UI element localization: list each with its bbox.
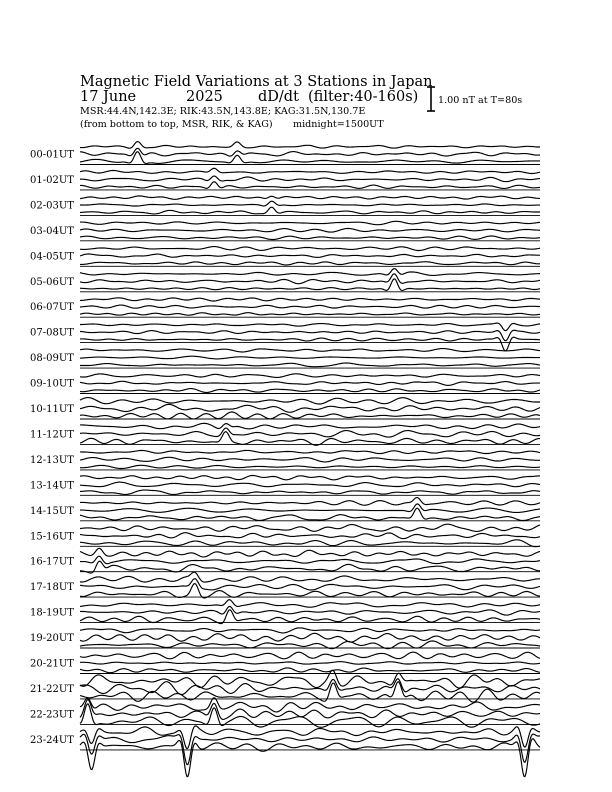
- trace-msr: [80, 374, 540, 378]
- chart-quantity: dD/dt: [258, 89, 299, 105]
- hour-row: [30, 726, 540, 777]
- row-label: 01-02UT: [30, 174, 74, 186]
- row-label: 20-21UT: [30, 658, 74, 670]
- trace-kag: [80, 313, 540, 316]
- trace-msr: [80, 168, 540, 173]
- trace-msr: [80, 476, 540, 480]
- trace-msr: [80, 450, 540, 453]
- hour-row: [30, 524, 540, 547]
- hour-row: [30, 572, 540, 598]
- trace-msr: [80, 572, 540, 582]
- trace-rik: [80, 662, 540, 665]
- trace-msr: [80, 670, 540, 688]
- row-label: 03-04UT: [30, 225, 74, 237]
- hour-row: [30, 652, 540, 673]
- trace-rik: [80, 228, 540, 232]
- trace-msr: [80, 548, 540, 557]
- trace-kag: [80, 207, 540, 214]
- row-label: 06-07UT: [30, 302, 74, 314]
- row-label: 12-13UT: [30, 454, 74, 466]
- row-label: 19-20UT: [30, 633, 74, 644]
- trace-msr: [80, 298, 540, 301]
- chart-header: [80, 74, 433, 130]
- trace-rik: [80, 381, 540, 385]
- trace-kag: [80, 182, 540, 189]
- hour-row: [30, 628, 540, 649]
- trace-kag: [80, 540, 540, 547]
- trace-rik: [80, 356, 540, 359]
- trace-msr: [80, 221, 540, 224]
- row-label: 11-12UT: [30, 429, 74, 441]
- hour-row: [30, 221, 540, 241]
- trace-msr: [80, 196, 540, 199]
- trace-rik: [80, 305, 540, 308]
- trace-kag: [80, 490, 540, 494]
- trace-rik: [80, 176, 540, 182]
- hour-row: [30, 423, 540, 445]
- hour-row: [30, 298, 540, 317]
- chart-order-line: (from bottom to top, MSR, RIK, & KAG): [80, 119, 273, 130]
- trace-rik: [80, 404, 540, 412]
- trace-rik: [80, 201, 540, 206]
- hour-rows: [30, 142, 540, 777]
- trace-msr: [80, 726, 540, 749]
- row-label: 23-24UT: [30, 734, 74, 746]
- trace-kag: [80, 465, 540, 468]
- trace-rik: [80, 533, 540, 539]
- trace-rik: [80, 482, 540, 487]
- scale-indicator: [427, 87, 522, 111]
- trace-rik: [80, 579, 540, 590]
- trace-rik: [80, 734, 540, 765]
- hour-row: [30, 269, 540, 292]
- trace-kag: [80, 641, 540, 649]
- hour-row: [30, 450, 540, 470]
- trace-msr: [80, 323, 540, 331]
- trace-rik: [80, 556, 540, 564]
- trace-msr: [80, 628, 540, 633]
- row-label: 16-17UT: [30, 556, 74, 568]
- trace-msr: [80, 652, 540, 659]
- trace-rik: [80, 428, 540, 437]
- trace-kag: [80, 739, 540, 777]
- row-label: 15-16UT: [30, 531, 74, 543]
- row-label: 08-09UT: [30, 353, 74, 365]
- row-label: 17-18UT: [30, 582, 74, 594]
- chart-filter: (filter:40-160s): [308, 89, 419, 105]
- row-label: 00-01UT: [30, 149, 74, 161]
- trace-kag: [80, 363, 540, 367]
- row-label: 07-08UT: [30, 327, 74, 339]
- hour-row: [30, 600, 540, 624]
- trace-msr: [80, 398, 540, 404]
- row-label: 22-23UT: [30, 709, 74, 721]
- trace-kag: [80, 412, 540, 419]
- trace-rik: [80, 700, 540, 720]
- trace-msr: [80, 423, 540, 429]
- trace-kag: [80, 236, 540, 240]
- trace-msr: [80, 142, 540, 149]
- row-label: 10-11UT: [30, 404, 74, 415]
- row-label: 14-15UT: [30, 505, 74, 517]
- trace-rik: [80, 274, 540, 284]
- trace-kag: [80, 668, 540, 673]
- chart-date-year: 2025: [186, 89, 223, 105]
- row-label: 09-10UT: [30, 378, 74, 390]
- trace-rik: [80, 254, 540, 257]
- chart-title: Magnetic Field Variations at 3 Stations in Japan: [80, 74, 433, 90]
- hour-row: [30, 168, 540, 190]
- hour-row: [30, 323, 540, 351]
- hour-row: [30, 698, 540, 728]
- row-label: 04-05UT: [30, 251, 74, 263]
- row-label: 18-19UT: [30, 607, 74, 619]
- trace-msr: [80, 247, 540, 251]
- row-label: 05-06UT: [30, 276, 74, 288]
- trace-msr: [80, 269, 540, 276]
- trace-rik: [80, 633, 540, 642]
- hour-row: [30, 349, 540, 369]
- trace-rik: [80, 148, 540, 156]
- trace-msr: [80, 698, 540, 712]
- hour-row: [30, 670, 540, 702]
- hour-row: [30, 398, 540, 419]
- trace-kag: [80, 584, 540, 598]
- hour-row: [30, 196, 540, 215]
- hour-row: [30, 548, 540, 573]
- scale-label: 1.00 nT at T=80s: [438, 95, 523, 106]
- chart-midnight-note: midnight=1500UT: [293, 119, 384, 130]
- trace-msr: [80, 524, 540, 531]
- hour-row: [30, 374, 540, 394]
- row-label: 21-22UT: [30, 683, 74, 695]
- trace-rik: [80, 457, 540, 462]
- hour-row: [30, 498, 540, 521]
- trace-kag: [80, 389, 540, 393]
- trace-msr: [80, 498, 540, 506]
- chart-date-day: 17 June: [80, 89, 137, 105]
- trace-rik: [80, 504, 540, 512]
- hour-row: [30, 142, 540, 165]
- row-label: 13-14UT: [30, 480, 74, 492]
- trace-kag: [80, 337, 540, 351]
- hour-row: [30, 247, 540, 267]
- trace-msr: [80, 600, 540, 608]
- chart-stations-line: MSR:44.4N,142.3E; RIK:43.5N,143.8E; KAG:31.5N,130.7E: [80, 106, 366, 117]
- trace-msr: [80, 349, 540, 352]
- trace-kag: [80, 262, 540, 265]
- row-label: 02-03UT: [30, 200, 74, 212]
- hour-row: [30, 476, 540, 496]
